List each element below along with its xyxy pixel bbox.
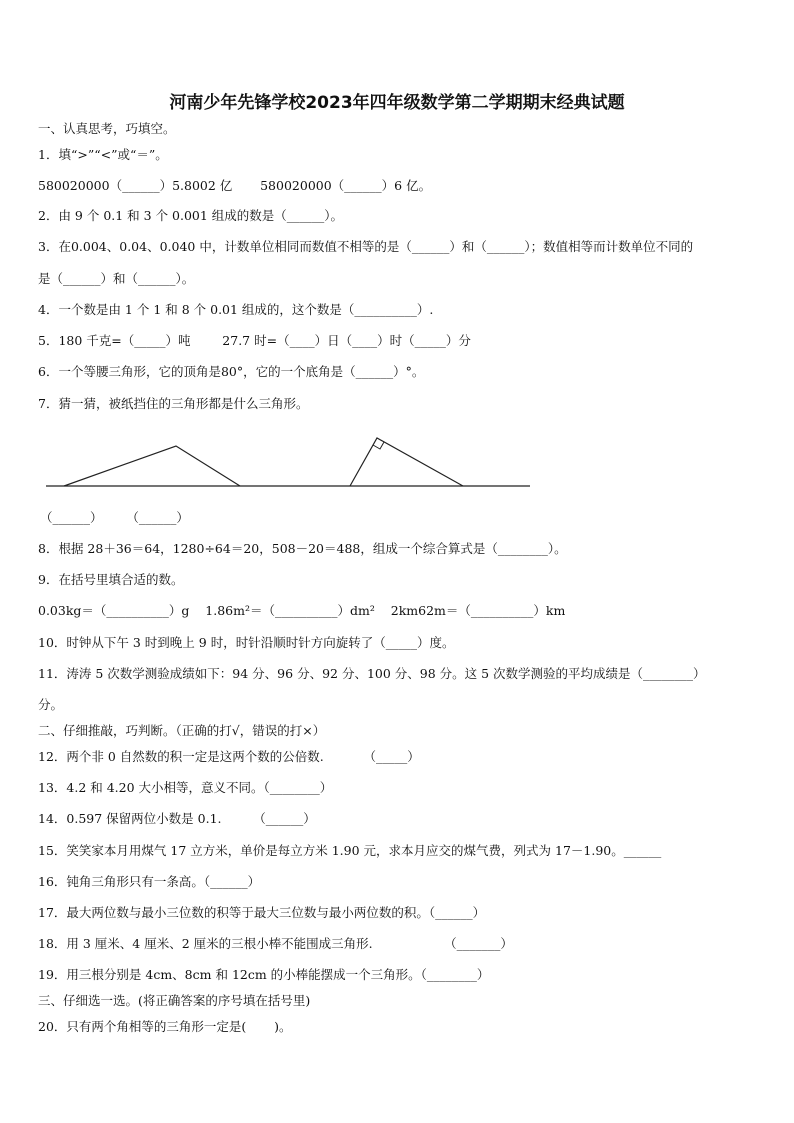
question-17: 17．最大两位数与最小三位数的积等于最大三位数与最小两位数的积。（______）	[38, 905, 486, 920]
obtuse-triangle	[64, 446, 240, 486]
triangle-figure	[40, 430, 540, 500]
question-2: 2．由 9 个 0.1 和 3 个 0.001 组成的数是（______）。	[38, 208, 344, 223]
question-9: 9．在括号里填合适的数。	[38, 572, 184, 587]
question-6: 6．一个等腰三角形，它的顶角是80°，它的一个底角是（______）°。	[38, 364, 425, 379]
question-3-cont: 是（______）和（______）。	[38, 271, 195, 286]
question-14: 14．0.597 保留两位小数是 0.1. （______）	[38, 811, 316, 826]
question-19: 19．用三根分别是 4cm、8cm 和 12cm 的小棒能摆成一个三角形。（________）	[38, 967, 490, 982]
question-11-cont: 分。	[38, 697, 64, 712]
question-8: 8．根据 28＋36＝64，1280÷64＝20，508－20＝488，组成一个综合算式是（________）。	[38, 541, 567, 556]
question-9-items: 0.03kg＝（__________）g 1.86m²＝（__________）dm² 2km62m＝（__________）km	[38, 603, 566, 618]
question-18: 18．用 3 厘米、4 厘米、2 厘米的三根小棒不能围成三角形. （_______）	[38, 936, 513, 951]
question-11: 11．涛涛 5 次数学测验成绩如下：94 分、96 分、92 分、100 分、98 分。这 5 次数学测验的平均成绩是（________）	[38, 666, 706, 681]
question-5: 5．180 千克=（_____）吨 27.7 时=（____）日（____）时（_____）分	[38, 333, 471, 348]
question-1: 1．填“>”“<”或“＝”。	[38, 147, 168, 162]
question-7: 7．猜一猜，被纸挡住的三角形都是什么三角形。	[38, 396, 309, 411]
question-15: 15．笑笑家本月用煤气 17 立方米，单价是每立方米 1.90 元，求本月应交的煤气费，列式为 17－1.90。______	[38, 843, 662, 858]
section-heading-judge: 二、仔细推敲，巧判断。（正确的打√，错误的打×）	[38, 723, 326, 738]
page-title: 河南少年先锋学校2023年四年级数学第二学期期末经典试题	[169, 93, 625, 113]
question-13: 13．4.2 和 4.20 大小相等，意义不同。（________）	[38, 780, 333, 795]
question-4: 4．一个数是由 1 个 1 和 8 个 0.01 组成的，这个数是（__________）.	[38, 302, 434, 317]
question-1-items: 580020000（______）5.8002 亿 580020000（______）6 亿。	[38, 178, 432, 193]
section-heading-fill: 一、认真思考，巧填空。	[38, 121, 176, 136]
section-heading-choose: 三、仔细选一选。(将正确答案的序号填在括号里)	[38, 993, 311, 1008]
right-triangle	[350, 438, 463, 486]
question-20: 20．只有两个角相等的三角形一定是( )。	[38, 1019, 292, 1034]
question-12: 12．两个非 0 自然数的积一定是这两个数的公倍数. （_____）	[38, 749, 420, 764]
question-10: 10．时钟从下午 3 时到晚上 9 时，时针沿顺时针方向旋转了（_____）度。	[38, 635, 455, 650]
question-3: 3．在0.004、0.04、0.040 中，计数单位相同而数值不相等的是（______）和（______）；数值相等而计数单位不同的	[38, 239, 694, 254]
question-16: 16．钝角三角形只有一条高。（______）	[38, 874, 261, 889]
question-7-answers: （______） （______）	[40, 510, 189, 525]
